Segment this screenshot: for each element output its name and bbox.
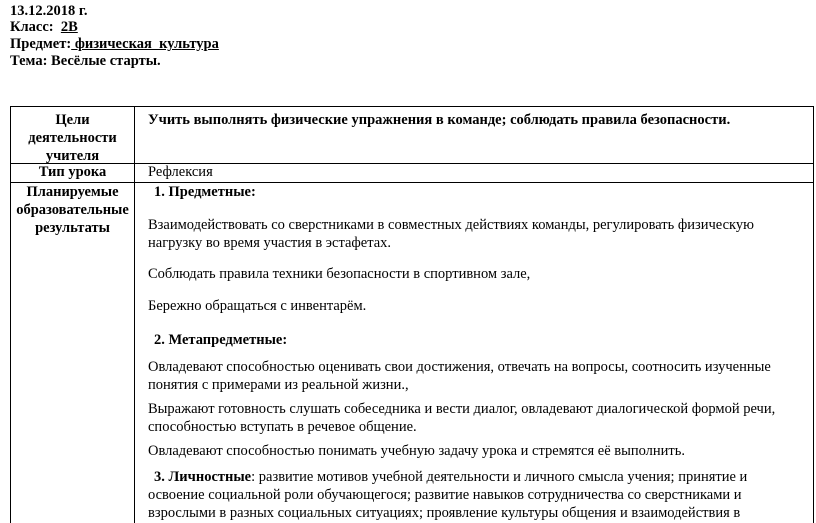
personal-text: : развитие мотивов учебной деятельности и личного смысла учения; принятие и освоение социальной роли обучающегося; развитие навыков сотрудничества со сверстниками и взрослыми в разных социальных ситуациях; проявление культуры общения и взаимодействия в — [148, 469, 748, 521]
subject-label: Предмет: — [10, 36, 72, 52]
personal-results — [148, 468, 805, 522]
results-label: Планируемые образовательные результаты — [11, 183, 135, 523]
subject-result-item: Взаимодействовать со сверстниками в совместных действиях команды, регулировать физическую нагрузку во время участия в эстафетах. — [148, 217, 754, 251]
table-row-goals — [11, 107, 813, 164]
subject-result-item: Бережно обращаться с инвентарём. — [148, 298, 367, 314]
subject-results-heading: 1. Предметные: — [154, 184, 256, 200]
class-line — [10, 19, 78, 35]
goals-value: Учить выполнять физические упражнения в команде; соблюдать правила безопасности. — [148, 112, 731, 128]
subject-value: физическая культура — [71, 36, 219, 52]
table-row-type — [11, 164, 813, 183]
meta-result-item: Выражают готовность слушать собеседника и вести диалог, овладевают диалогической формой речи, способностью вступать в речевое общение. — [148, 401, 776, 435]
subject-result-item: Соблюдать правила техники безопасности в спортивном зале, — [148, 266, 531, 282]
lesson-date: 13.12.2018 г. — [10, 3, 88, 19]
class-label: Класс: — [10, 19, 54, 35]
type-value: Рефлексия — [148, 164, 213, 180]
lesson-topic: Тема: Весёлые старты. — [10, 53, 161, 69]
table-row-results — [11, 183, 813, 523]
lesson-plan-table — [10, 106, 814, 523]
results-content — [135, 183, 813, 523]
meta-results-heading: 2. Метапредметные: — [154, 332, 288, 348]
subject-line — [10, 36, 219, 52]
meta-result-item: Овладевают способностью понимать учебную задачу урока и стремятся её выполнить. — [148, 443, 685, 459]
type-label: Тип урока — [11, 164, 135, 182]
meta-result-item: Овладевают способностью оценивать свои достижения, отвечать на вопросы, соотносить изученные понятия с примерами из реальной жизни., — [148, 359, 771, 393]
personal-heading: 3. Личностные — [154, 469, 252, 485]
class-value: 2В — [60, 19, 78, 35]
goals-label: Цели деятельности учителя — [11, 107, 135, 163]
